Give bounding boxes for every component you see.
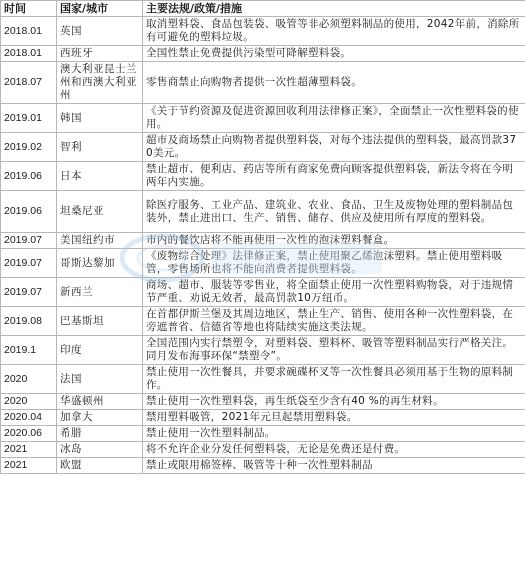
cell-country: 日本 <box>57 162 143 191</box>
cell-measure: 《关于节约资源及促进资源回收利用法律修正案》，全面禁止一次性塑料袋的使用。 <box>143 104 525 133</box>
cell-country: 澳大利亚昆士兰州和西澳大利亚州 <box>57 62 143 104</box>
cell-time: 2021 <box>1 442 57 458</box>
header-measure: 主要法规/政策/措施 <box>143 1 525 17</box>
cell-country: 冰岛 <box>57 442 143 458</box>
cell-time: 2020.04 <box>1 410 57 426</box>
table-row <box>1 336 525 365</box>
cell-time: 2021 <box>1 458 57 474</box>
table-row <box>1 17 525 46</box>
cell-time: 2020 <box>1 365 57 394</box>
cell-time: 2019.1 <box>1 336 57 365</box>
cell-time: 2019.01 <box>1 104 57 133</box>
table-row <box>1 133 525 162</box>
cell-country: 新西兰 <box>57 278 143 307</box>
cell-measure: 全国范围内实行禁塑令，对塑料袋、塑料杯、吸管等塑料制品实行严格关注。同月发布海事环保“禁塑令”。 <box>143 336 525 365</box>
table-row <box>1 249 525 278</box>
table-row <box>1 104 525 133</box>
table-row <box>1 233 525 249</box>
cell-time: 2019.08 <box>1 307 57 336</box>
cell-measure: 超市及商场禁止向购物者提供塑料袋，对每个违法提供的塑料袋，最高罚款370美元。 <box>143 133 525 162</box>
cell-country: 智利 <box>57 133 143 162</box>
cell-country: 巴基斯坦 <box>57 307 143 336</box>
cell-country: 希腊 <box>57 426 143 442</box>
table-row <box>1 62 525 104</box>
header-country: 国家/城市 <box>57 1 143 17</box>
table-row <box>1 307 525 336</box>
cell-measure: 禁止使用一次性塑料制品。 <box>143 426 525 442</box>
cell-time: 2019.07 <box>1 249 57 278</box>
table-row <box>1 442 525 458</box>
cell-country: 华盛顿州 <box>57 394 143 410</box>
cell-measure: 禁止使用一次性塑料袋，再生纸袋至少含有40 %的再生材料。 <box>143 394 525 410</box>
cell-measure: 取消塑料袋、食品包装袋、吸管等非必须塑料制品的使用，2042年前，消除所有可避免的塑料垃圾。 <box>143 17 525 46</box>
cell-measure: 全国性禁止免费提供污染型可降解塑料袋。 <box>143 46 525 62</box>
table-row <box>1 458 525 474</box>
cell-measure: 《废物综合处理》法律修正案，禁止使用聚乙烯泡沫塑料。禁止使用塑料吸管，零售场所也将不能向消费者提供塑料袋。 <box>143 249 525 278</box>
cell-country: 西班牙 <box>57 46 143 62</box>
cell-country: 哥斯达黎加 <box>57 249 143 278</box>
cell-measure: 市内的餐饮店将不能再使用一次性的泡沫塑料餐盒。 <box>143 233 525 249</box>
cell-time: 2018.01 <box>1 17 57 46</box>
cell-time: 2019.07 <box>1 278 57 307</box>
table-row <box>1 394 525 410</box>
cell-country: 韩国 <box>57 104 143 133</box>
cell-country: 坦桑尼亚 <box>57 191 143 233</box>
cell-measure: 商场、超市、服装等零售业，将全面禁止使用一次性塑料购物袋，对于违规情节严重、劝说无效者，最高罚款10万纽币。 <box>143 278 525 307</box>
cell-country: 英国 <box>57 17 143 46</box>
cell-country: 加拿大 <box>57 410 143 426</box>
cell-measure: 在首都伊斯兰堡及其周边地区，禁止生产、销售、使用各种一次性塑料袋，在旁遮普省、信德省等地也将陆续实施这类法规。 <box>143 307 525 336</box>
cell-time: 2020 <box>1 394 57 410</box>
cell-measure: 禁止超市、便利店、药店等所有商家免费向顾客提供塑料袋，新法令将在今明两年内实施。 <box>143 162 525 191</box>
table-header-row <box>1 1 525 17</box>
cell-measure: 禁止或限用棉签棒、吸管等十种一次性塑料制品 <box>143 458 525 474</box>
cell-time: 2018.01 <box>1 46 57 62</box>
cell-country: 美国纽约市 <box>57 233 143 249</box>
cell-measure: 禁止使用一次性餐具，并要求碗碟杯叉等一次性餐具必须用基于生物的原料制作。 <box>143 365 525 394</box>
table-row <box>1 410 525 426</box>
table-row <box>1 426 525 442</box>
table-row <box>1 365 525 394</box>
cell-country: 欧盟 <box>57 458 143 474</box>
table-row <box>1 191 525 233</box>
table-row <box>1 278 525 307</box>
cell-time: 2019.06 <box>1 162 57 191</box>
cell-measure: 除医疗服务、工业产品、建筑业、农业、食品、卫生及废物处理的塑料制品包装外，禁止进出口、生产、销售、储存、供应及使用所有厚度的塑料袋。 <box>143 191 525 233</box>
cell-country: 印度 <box>57 336 143 365</box>
cell-measure: 禁用塑料吸管，2021年元旦起禁用塑料袋。 <box>143 410 525 426</box>
cell-measure: 将不允许企业分发任何塑料袋，无论是免费还是付费。 <box>143 442 525 458</box>
cell-time: 2019.07 <box>1 233 57 249</box>
table-row <box>1 162 525 191</box>
cell-time: 2020.06 <box>1 426 57 442</box>
cell-country: 法国 <box>57 365 143 394</box>
cell-measure: 零售商禁止向购物者提供一次性超薄塑料袋。 <box>143 62 525 104</box>
cell-time: 2018.07 <box>1 62 57 104</box>
header-time: 时间 <box>1 1 57 17</box>
cell-time: 2019.02 <box>1 133 57 162</box>
cell-time: 2019.06 <box>1 191 57 233</box>
table-row <box>1 46 525 62</box>
